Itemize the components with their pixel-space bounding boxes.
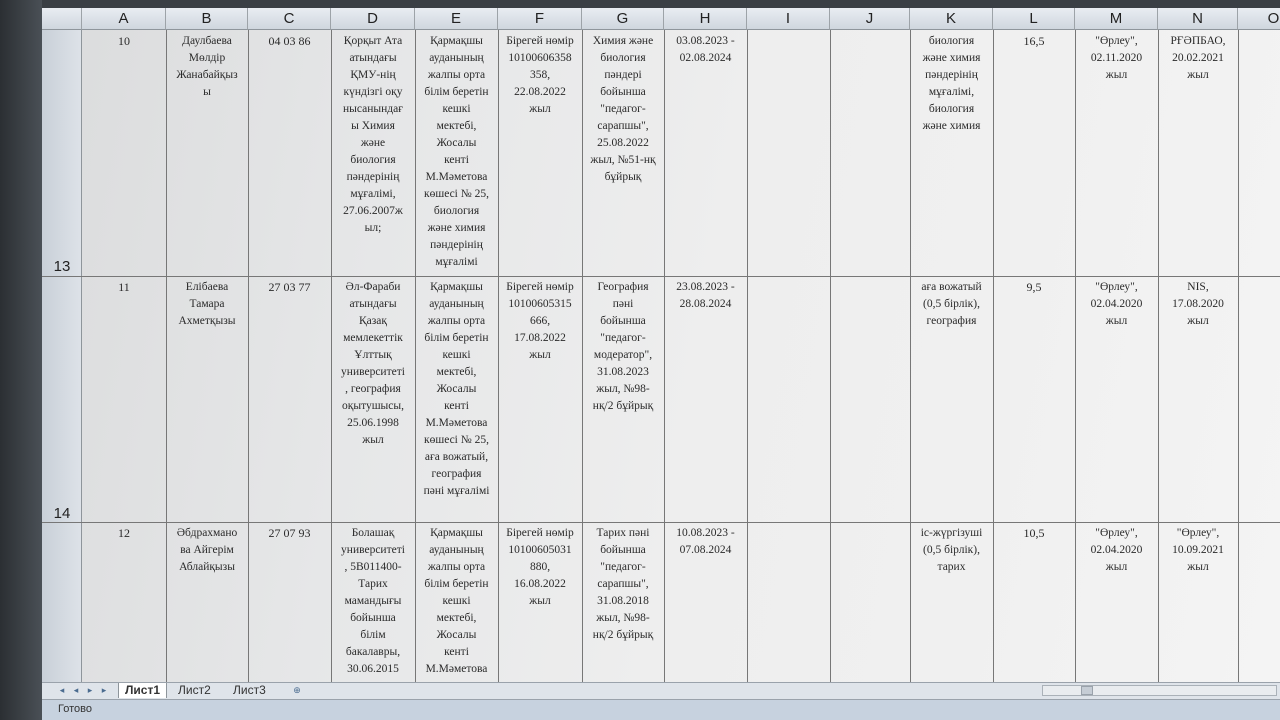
cell-a-row-2[interactable]: 12	[118, 526, 130, 540]
row-headers	[42, 30, 82, 682]
column-header-n[interactable]: N	[1158, 8, 1238, 30]
cell-h-row-0[interactable]: 03.08.2023 - 02.08.2024	[676, 35, 735, 64]
cell-g-row-0[interactable]: Химия және биология пәндері бойынша "педагог- сарапшы", 25.08.2022 жыл, №51-нқ бұйрық	[590, 35, 656, 183]
cell-a-row-1[interactable]: 11	[118, 280, 130, 294]
column-header-d[interactable]: D	[331, 8, 415, 30]
column-header-a[interactable]: A	[82, 8, 166, 30]
column-header-e[interactable]: E	[415, 8, 498, 30]
cell-b-row-1[interactable]: Елібаева Тамара Ахметқызы	[178, 281, 236, 327]
cell-c-row-0[interactable]: 04 03 86	[268, 34, 311, 48]
gridline-horizontal	[42, 522, 1280, 523]
column-header-g[interactable]: G	[582, 8, 664, 30]
column-header-i[interactable]: I	[747, 8, 830, 30]
cell-n-row-0[interactable]: РҒӘПБАО, 20.02.2021 жыл	[1170, 35, 1226, 81]
cell-b-row-2[interactable]: Әбдрахмано ва Айгерім Аблайқызы	[176, 527, 238, 573]
gridline-horizontal	[42, 276, 1280, 277]
cell-g-row-1[interactable]: География пәні бойынша "педагог- модератор", 31.08.2023 жыл, №98- нқ/2 бұйрық	[592, 281, 654, 412]
cell-e-row-2[interactable]: Қармақшы ауданының жалпы орта білім беретін кешкі мектебі, Жосалы кенті М.Мәметова	[424, 527, 489, 675]
status-bar	[42, 699, 1280, 720]
cell-m-row-2[interactable]: "Өрлеу", 02.04.2020 жыл	[1090, 527, 1143, 573]
cell-c-row-2[interactable]: 27 07 93	[268, 526, 311, 540]
first-sheet-icon[interactable]: ◂	[59, 685, 65, 695]
column-header-h[interactable]: H	[664, 8, 747, 30]
column-header-k[interactable]: K	[910, 8, 993, 30]
cell-e-row-0[interactable]: Қармақшы ауданының жалпы орта білім беретін кешкі мектебі, Жосалы кенті М.Мәметова көшесі № 25, биология және химия пәндерінің мұғалімі	[424, 35, 489, 268]
screen-bezel-left	[0, 0, 42, 720]
next-sheet-icon[interactable]: ▸	[87, 685, 93, 695]
horizontal-scrollbar[interactable]	[1042, 685, 1277, 696]
cell-l-row-0[interactable]: 16,5	[1023, 34, 1045, 48]
cell-h-row-1[interactable]: 23.08.2023 - 28.08.2024	[676, 281, 735, 310]
column-header-j[interactable]: J	[830, 8, 910, 30]
cell-m-row-1[interactable]: "Өрлеу", 02.04.2020 жыл	[1090, 281, 1143, 327]
row-header-13[interactable]: 13	[53, 258, 71, 275]
cell-e-row-1[interactable]: Қармақшы ауданының жалпы орта білім беретін кешкі мектебі, Жосалы кенті М.Мәметова көшесі № 25, аға вожатый, география пәні мұғалімі	[423, 281, 490, 497]
cell-d-row-1[interactable]: Әл-Фараби атындағы Қазақ мемлекеттік Ұлттық университеті , география оқытушысы, 25.06.1998 жыл	[341, 281, 405, 446]
gridline-vertical	[1238, 30, 1239, 682]
cell-k-row-0[interactable]: биология және химия пәндерінің мұғалімі, биология және химия	[922, 35, 981, 132]
cell-d-row-0[interactable]: Қорқыт Ата атындағы ҚМУ-нің күндізгі оқу нысанындағ ы Химия және биология пәндерінің мұғалімі, 27.06.2007ж ыл;	[343, 35, 403, 234]
cell-g-row-2[interactable]: Тарих пәні бойынша "педагог- сарапшы", 31.08.2018 жыл, №98- нқ/2 бұйрық	[592, 527, 654, 641]
column-header-m[interactable]: M	[1075, 8, 1158, 30]
cell-m-row-0[interactable]: "Өрлеу", 02.11.2020 жыл	[1090, 35, 1143, 81]
cell-n-row-2[interactable]: "Өрлеу", 10.09.2021 жыл	[1172, 527, 1224, 573]
cell-f-row-1[interactable]: Бірегей нөмір 10100605315 666, 17.08.2022 жыл	[506, 281, 574, 361]
column-header-l[interactable]: L	[993, 8, 1075, 30]
sheet-tab-3[interactable]: Лист3	[233, 683, 266, 697]
select-all-corner[interactable]	[42, 8, 82, 30]
screen-bezel-top	[0, 0, 1280, 8]
sheet-tab-2[interactable]: Лист2	[178, 683, 211, 697]
cell-b-row-0[interactable]: Даулбаева Мөлдір Жанабайқыз ы	[176, 35, 238, 98]
cell-a-row-0[interactable]: 10	[118, 34, 130, 48]
row-header-14[interactable]: 14	[53, 505, 71, 522]
last-sheet-icon[interactable]: ▸	[101, 685, 107, 695]
column-header-c[interactable]: C	[248, 8, 331, 30]
status-text: Готово	[58, 703, 92, 715]
gridline-vertical	[830, 30, 831, 682]
cell-n-row-1[interactable]: NIS, 17.08.2020 жыл	[1172, 281, 1224, 327]
cell-f-row-0[interactable]: Бірегей нөмір 10100606358 358, 22.08.2022 жыл	[506, 35, 574, 115]
cell-l-row-1[interactable]: 9,5	[1026, 280, 1042, 294]
sheet-tab-1[interactable]: Лист1	[118, 683, 167, 698]
cell-f-row-2[interactable]: Бірегей нөмір 10100605031 880, 16.08.2022 жыл	[506, 527, 574, 607]
column-header-o[interactable]: O	[1238, 8, 1280, 30]
prev-sheet-icon[interactable]: ◂	[73, 685, 79, 695]
gridline-vertical	[747, 30, 748, 682]
cell-c-row-1[interactable]: 27 03 77	[268, 280, 311, 294]
sheet-tab-bar	[42, 682, 1280, 699]
scrollbar-thumb[interactable]	[1081, 686, 1093, 695]
column-header-b[interactable]: B	[166, 8, 248, 30]
cell-l-row-2[interactable]: 10,5	[1023, 526, 1045, 540]
cell-k-row-2[interactable]: іс-жүргізуші (0,5 бірлік), тарих	[920, 527, 983, 573]
cell-d-row-2[interactable]: Болашақ университеті , 5В011400- Тарих мамандығы бойынша білім бакалавры, 30.06.2015	[341, 527, 405, 675]
insert-sheet-icon[interactable]: ⊕	[293, 685, 301, 695]
cell-h-row-2[interactable]: 10.08.2023 - 07.08.2024	[676, 527, 735, 556]
cell-k-row-1[interactable]: аға вожатый (0,5 бірлік), география	[921, 281, 982, 327]
column-header-f[interactable]: F	[498, 8, 582, 30]
